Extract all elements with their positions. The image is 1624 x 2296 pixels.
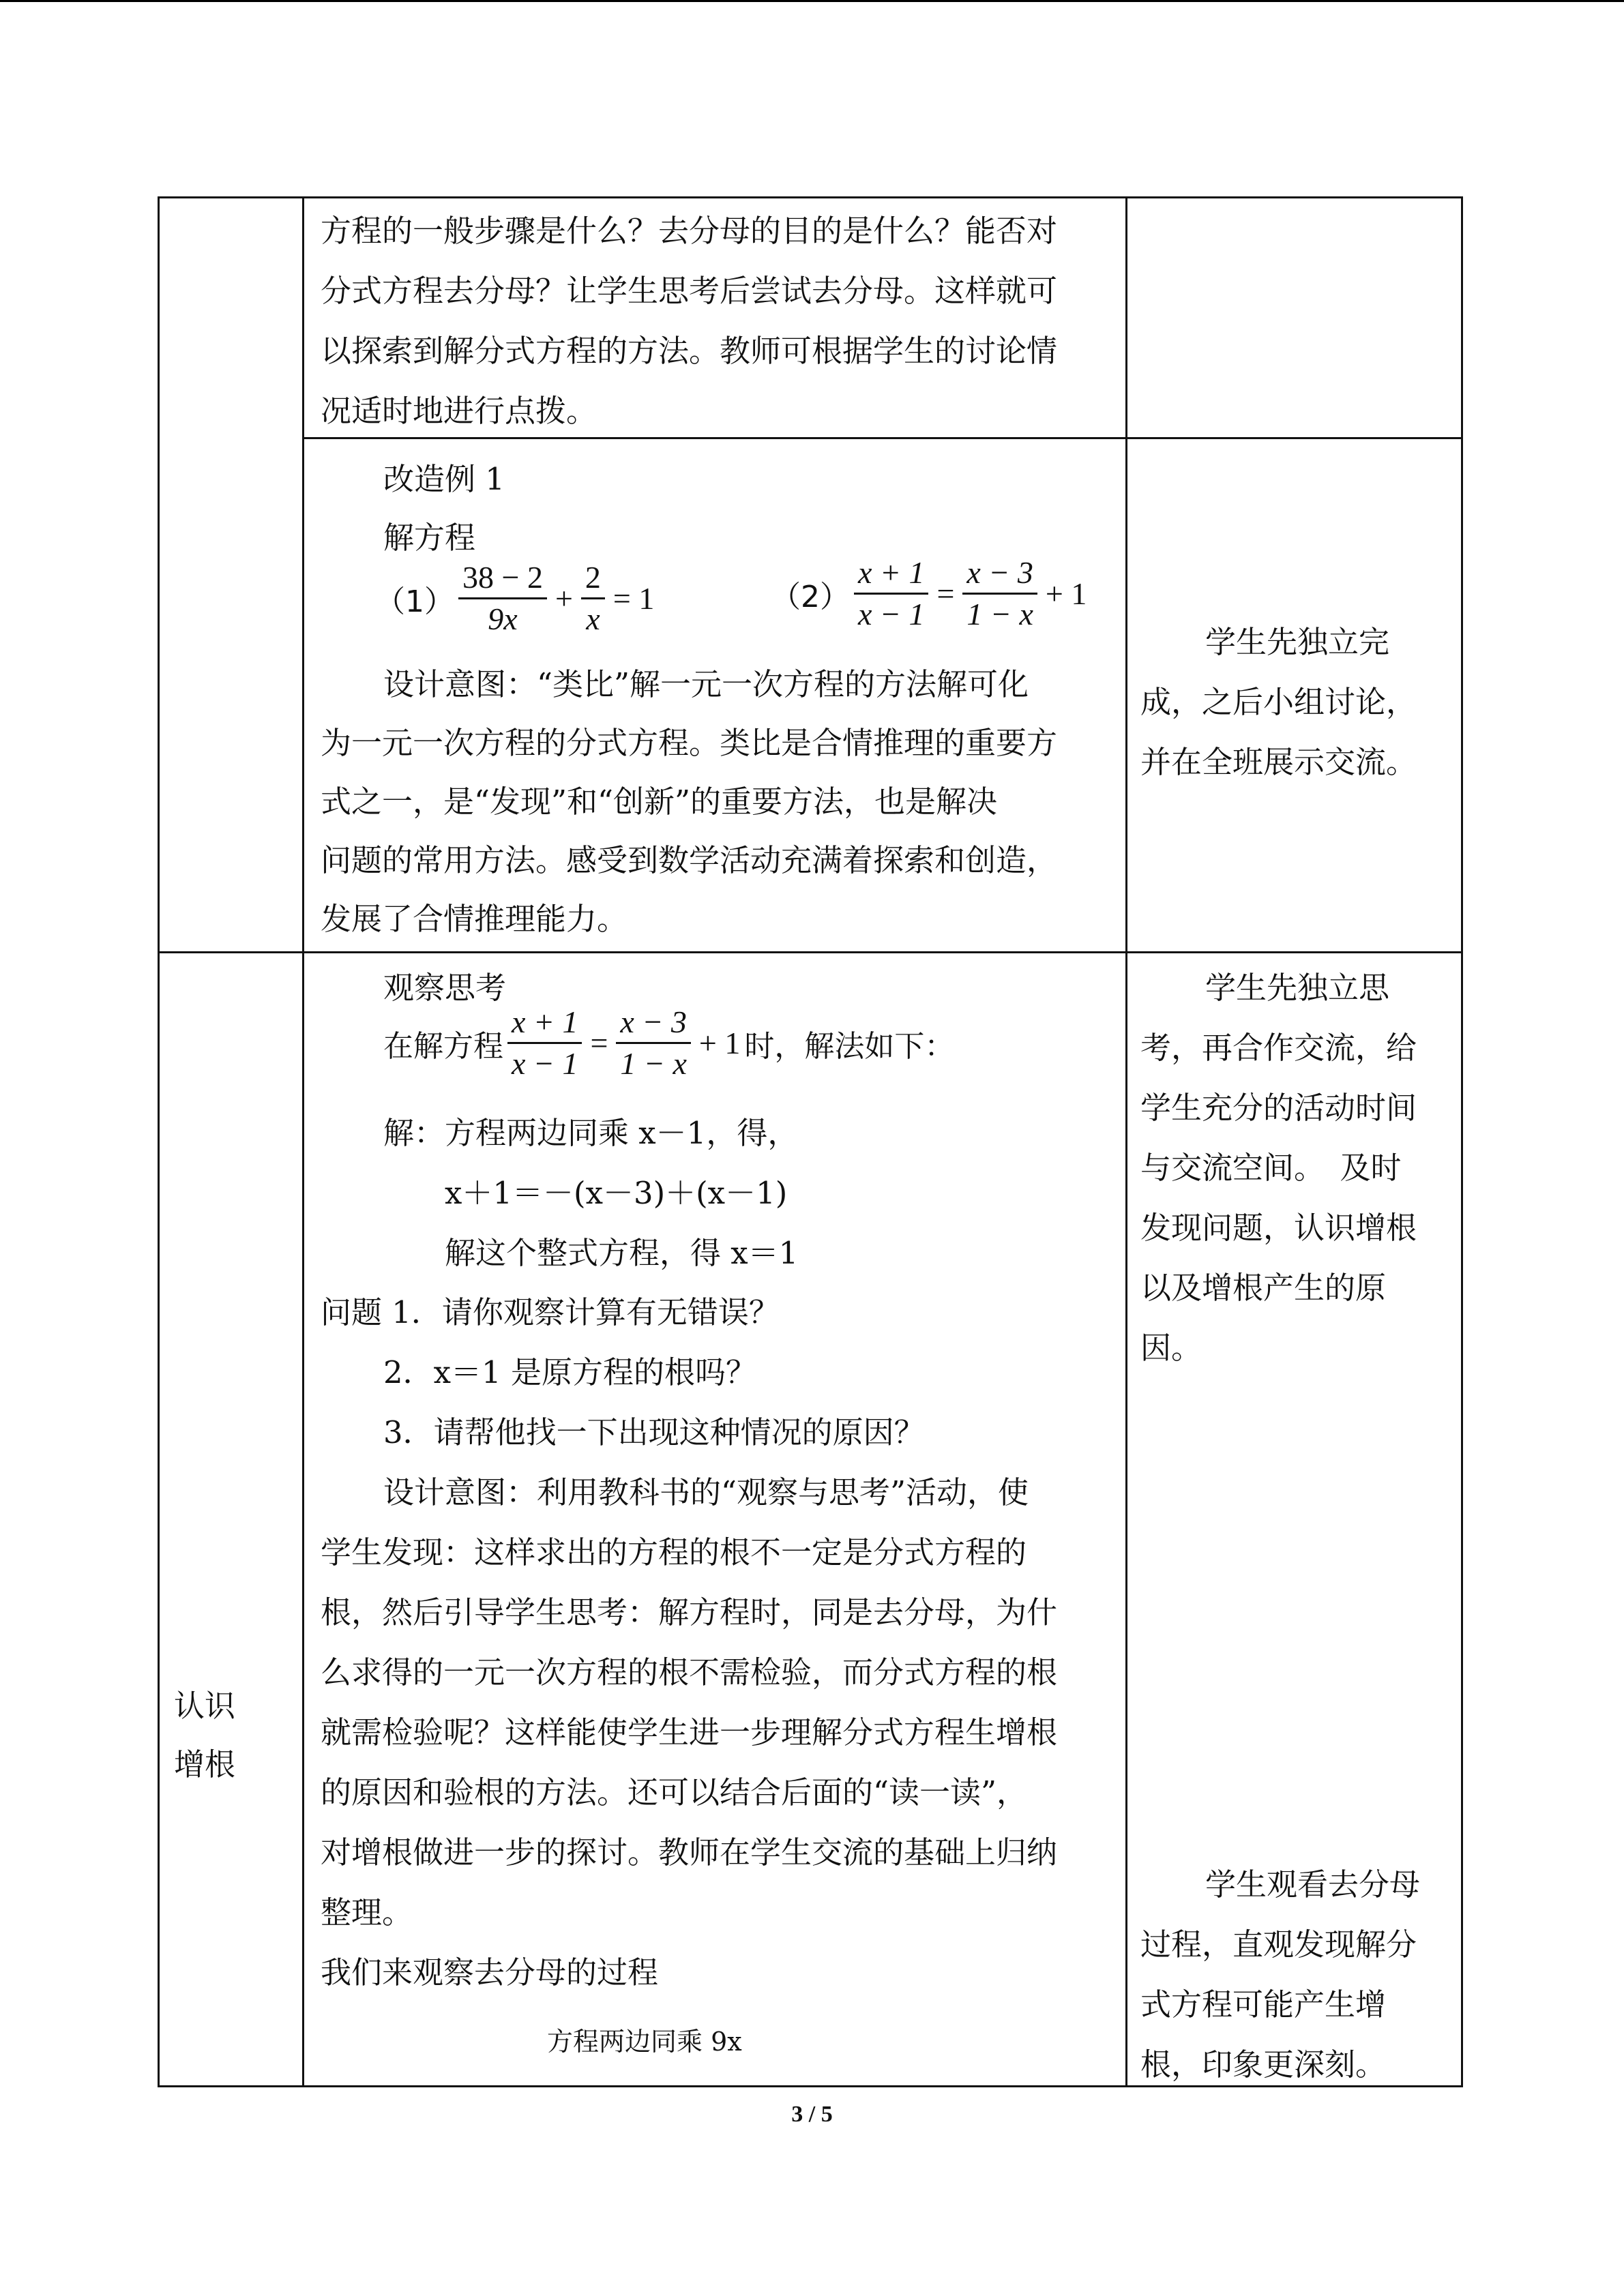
operator: = bbox=[936, 576, 955, 611]
student-activity-line: 并在全班展示交流。 bbox=[1140, 744, 1417, 780]
column-divider-2 bbox=[1125, 196, 1127, 2087]
numerator: x + 1 bbox=[854, 556, 928, 595]
text-line: 问题的常用方法。感受到数学活动充满着探索和创造， bbox=[321, 842, 1058, 878]
text-line: 就需检验呢？这样能使学生进一步理解分式方程生增根 bbox=[321, 1714, 1058, 1750]
section-title: 观察思考 bbox=[383, 970, 507, 1006]
fraction bbox=[458, 561, 547, 636]
denominator: 1 − x bbox=[620, 1046, 687, 1081]
question: 问题 1．请你观察计算有无错误？ bbox=[321, 1294, 780, 1330]
student-activity-line: 因。 bbox=[1140, 1330, 1202, 1366]
denominator: x − 1 bbox=[512, 1046, 578, 1081]
student-activity-line: 以及增根产生的原 bbox=[1140, 1270, 1387, 1306]
text-line: 况适时地进行点拨。 bbox=[321, 393, 597, 429]
numerator: 38 − 2 bbox=[458, 561, 547, 599]
fraction bbox=[616, 1005, 690, 1081]
text-line: 的原因和验根的方法。还可以结合后面的“读一读”， bbox=[321, 1774, 1028, 1810]
intro-prefix: 在解方程 bbox=[383, 1028, 503, 1064]
text-line: 设计意图：“类比”解一元一次方程的方法解可化 bbox=[383, 666, 1029, 702]
fraction bbox=[854, 556, 928, 631]
denominator: 9x bbox=[488, 601, 518, 636]
student-activity-line: 根，印象更深刻。 bbox=[1140, 2046, 1387, 2083]
column-divider-1 bbox=[302, 196, 304, 2087]
solution-line: 解：方程两边同乘 x－1，得， bbox=[383, 1115, 799, 1151]
intro-suffix: 时，解法如下： bbox=[744, 1028, 955, 1064]
student-activity-line: 学生先独立完 bbox=[1205, 624, 1390, 660]
student-activity-line: 考，再合作交流，给 bbox=[1140, 1030, 1417, 1066]
student-activity-line: 学生充分的活动时间 bbox=[1140, 1090, 1417, 1126]
intro-equation bbox=[383, 1005, 954, 1081]
text-line: 对增根做进一步的探讨。教师在学生交流的基础上归纳 bbox=[321, 1834, 1058, 1870]
text-line: 根，然后引导学生思考：解方程时，同是去分母，为什 bbox=[321, 1594, 1058, 1630]
student-activity-line: 学生先独立思 bbox=[1205, 970, 1390, 1006]
stage-label: 增根 bbox=[174, 1746, 236, 1783]
equation-label: （2） bbox=[771, 579, 850, 614]
denominator: 1 − x bbox=[966, 597, 1033, 631]
question: 3．请帮他找一下出现这种情况的原因？ bbox=[383, 1414, 925, 1450]
row-divider-2 bbox=[158, 951, 1463, 953]
observe-line: 我们来观察去分母的过程 bbox=[321, 1954, 659, 1991]
question: 2．x＝1 是原方程的根吗？ bbox=[383, 1354, 756, 1390]
student-activity-line: 学生观看去分母 bbox=[1205, 1866, 1421, 1903]
operator: + bbox=[555, 581, 573, 616]
row-divider-1 bbox=[302, 437, 1463, 439]
table-bottom-border bbox=[158, 2085, 1463, 2087]
text-line: 方程的一般步骤是什么？去分母的目的是什么？能否对 bbox=[321, 213, 1058, 249]
numerator: x − 3 bbox=[616, 1005, 690, 1044]
text-line: 分式方程去分母？让学生思考后尝试去分母。这样就可 bbox=[321, 273, 1058, 309]
denominator: x − 1 bbox=[858, 597, 925, 631]
numerator: x + 1 bbox=[507, 1005, 582, 1044]
table-left-border bbox=[158, 196, 160, 2087]
equation-1 bbox=[375, 561, 658, 636]
right-hand-side: + 1 bbox=[1045, 576, 1087, 611]
caption: 方程两边同乘 9x bbox=[547, 2027, 742, 2057]
text-line: 整理。 bbox=[321, 1894, 413, 1930]
fraction bbox=[507, 1005, 582, 1081]
right-hand-side: = 1 bbox=[612, 581, 655, 616]
fraction bbox=[581, 561, 605, 636]
equation-label: （1） bbox=[375, 584, 454, 619]
table-right-border bbox=[1461, 196, 1463, 2087]
numerator: 2 bbox=[581, 561, 605, 599]
text-line: 为一元一次方程的分式方程。类比是合情推理的重要方 bbox=[321, 725, 1058, 761]
right-hand-side: + 1 bbox=[698, 1026, 741, 1060]
student-activity-line: 发现问题，认识增根 bbox=[1140, 1210, 1417, 1246]
text-line: 发展了合情推理能力。 bbox=[321, 901, 628, 937]
stage-label: 认识 bbox=[174, 1688, 236, 1724]
equation-2 bbox=[771, 556, 1091, 631]
example-heading: 改造例 1 bbox=[383, 461, 505, 497]
text-line: 设计意图：利用教科书的“观察与思考”活动，使 bbox=[383, 1474, 1029, 1510]
solution-line: x＋1＝－(x－3)＋(x－1) bbox=[445, 1175, 788, 1211]
student-activity-line: 过程，直观发现解分 bbox=[1140, 1926, 1417, 1963]
example-subheading: 解方程 bbox=[383, 520, 476, 556]
page-number: 3 / 5 bbox=[791, 2102, 833, 2127]
denominator: x bbox=[586, 601, 600, 636]
operator: = bbox=[590, 1026, 608, 1060]
table-top-border bbox=[158, 196, 1463, 198]
text-line: 么求得的一元一次方程的根不需检验，而分式方程的根 bbox=[321, 1654, 1058, 1690]
student-activity-line: 成，之后小组讨论， bbox=[1140, 684, 1417, 720]
text-line: 以探索到解分式方程的方法。教师可根据学生的讨论情 bbox=[321, 333, 1058, 369]
fraction bbox=[962, 556, 1037, 631]
solution-line: 解这个整式方程，得 x＝1 bbox=[445, 1235, 799, 1271]
text-line: 学生发现：这样求出的方程的根不一定是分式方程的 bbox=[321, 1534, 1027, 1570]
student-activity-line: 与交流空间。 及时 bbox=[1140, 1150, 1402, 1186]
text-line: 式之一，是“发现”和“创新”的重要方法，也是解决 bbox=[321, 784, 998, 820]
page-top-border bbox=[0, 0, 1624, 2]
student-activity-line: 式方程可能产生增 bbox=[1140, 1986, 1387, 2023]
numerator: x − 3 bbox=[962, 556, 1037, 595]
